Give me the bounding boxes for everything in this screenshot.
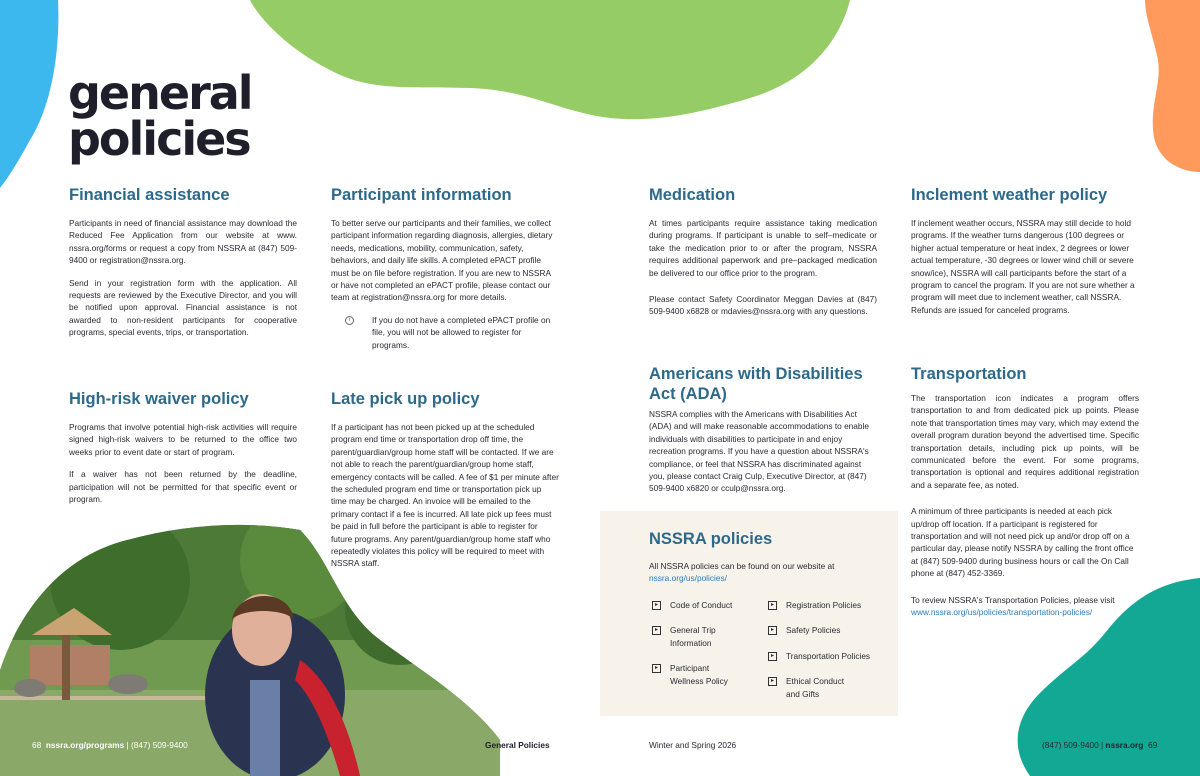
nssra-policies-link[interactable]: nssra.org/us/policies/ [649, 573, 727, 584]
arrow-box-icon: ▸ [768, 677, 777, 686]
high-risk-p2: If a waiver has not been returned by the deadline, participation will not be permitted for that specific event or program. [69, 469, 297, 505]
title-line-1: general [68, 66, 252, 120]
medication-p1: At times participants require assistance taking medication during programs. If participant is unable to self–medicate or take the medication prior to or after the program, NSSRA requires additional paperwork and pre–packaged medication be delivered to our office prior to the program. [649, 218, 877, 278]
transportation-policies-link[interactable]: www.nssra.org/us/policies/transportation-policies/ [911, 607, 1093, 618]
financial-assistance-p1: Participants in need of financial assistance may download the Reduced Fee Application from our website at www. nssra.org/forms or request a copy from NSSRA at (847) 509-9400 or registration@nssra.org. [69, 218, 297, 266]
footer-site-right[interactable]: nssra.org [1105, 740, 1144, 750]
medication-heading: Medication [649, 186, 736, 204]
policy-item[interactable] [652, 624, 752, 649]
page-number-right: 69 [1147, 740, 1158, 750]
policy-list-left [652, 599, 752, 700]
weather-heading: Inclement weather policy [911, 186, 1108, 204]
footer-right: (847) 509-9400 | nssra.org 69 [1042, 740, 1158, 750]
arrow-box-icon: ▸ [768, 652, 777, 661]
policy-item[interactable] [768, 624, 888, 636]
late-pickup-section [331, 389, 559, 580]
participant-info-heading: Participant information [331, 186, 512, 204]
high-risk-heading: High-risk waiver policy [69, 390, 249, 408]
footer-season-text: Winter and Spring 2026 [649, 740, 737, 750]
orange-blob [1145, 0, 1200, 175]
policy-item-label: Participant Wellness Policy [670, 663, 728, 686]
policy-item[interactable] [768, 599, 888, 611]
arrow-box-icon: ▸ [652, 601, 661, 610]
footer-phone-right: (847) 509-9400 [1042, 740, 1099, 750]
epact-note [345, 314, 559, 361]
page-number-left: 68 [32, 740, 42, 750]
footer-site-left[interactable]: nssra.org/programs [45, 740, 125, 750]
medication-p2: Please contact Safety Coordinator Meggan Davies at (847) 509-9400 x6828 or mdavies@nssra.org with any questions. [649, 294, 877, 317]
policy-item-label: Code of Conduct [670, 600, 733, 610]
policy-item-label: Ethical Conduct and Gifts [786, 676, 845, 699]
late-pickup-heading: Late pick up policy [331, 390, 480, 408]
weather-p1: If inclement weather occurs, NSSRA may still decide to hold programs. If the weather turns dangerous (100 degrees or higher actual temperature or heat index, 2 degrees or lower actual temperature, -30 degrees or lower wind chill or severe snow/ice), NSSRA will call participants before the start of a program to cancel the program. If you are not sure whether a program will meet due to inclement weather, call NSSRA. Refunds are issued for canceled programs. [911, 218, 1135, 315]
policy-item-label: General Trip Information [670, 625, 716, 648]
policy-item[interactable] [652, 662, 752, 687]
green-blob [250, 0, 850, 125]
footer-left: 68 nssra.org/programs | (847) 509-9400 [32, 740, 188, 750]
ada-heading: Americans with Disabilities Act (ADA) [649, 365, 863, 403]
nssra-policies-box [600, 511, 898, 716]
policy-item[interactable] [652, 599, 752, 611]
policy-list-right [768, 599, 888, 713]
footer-season [649, 740, 736, 750]
weather-section [911, 185, 1139, 326]
page-title [68, 66, 252, 166]
title-line-2: policies [68, 112, 250, 166]
nssra-policies-intro-text: All NSSRA policies can be found on our website at [649, 561, 835, 571]
footer-section-label [485, 740, 550, 750]
participant-info-section [331, 185, 559, 361]
high-risk-section [69, 389, 297, 515]
ada-section [649, 364, 877, 505]
info-icon: i [345, 316, 354, 325]
policy-item[interactable] [768, 650, 888, 662]
medication-section [649, 185, 877, 328]
policy-item-label: Safety Policies [786, 625, 841, 636]
financial-assistance-section [69, 185, 297, 349]
footer-phone-left: (847) 509-9400 [131, 740, 188, 750]
policy-item-label: Registration Policies [786, 600, 862, 610]
epact-note-text: If you do not have a completed ePACT profile on file, you will not be allowed to register for programs. [372, 314, 551, 350]
nssra-policies-heading: NSSRA policies [649, 530, 773, 548]
financial-assistance-heading: Financial assistance [69, 186, 230, 204]
participant-info-p1: To better serve our participants and their families, we collect participant information regarding diagnosis, allergies, dietary needs, medications, mobility, communication, safety, behaviors, and daily life skills. A completed ePACT profile must be on file before registration. If you are new to NSSRA or have not completed an ePACT profile, please contact our team at registration@nssra.org for more details. [331, 218, 553, 303]
arrow-box-icon: ▸ [652, 626, 661, 635]
high-risk-p1: Programs that involve potential high-risk activities will require signed high-risk waivers to be returned to the office two weeks prior to event date or start of program. [69, 422, 297, 457]
transportation-p3 [911, 594, 1139, 619]
blue-blob [0, 0, 60, 190]
policy-item-label: Transportation Policies [786, 650, 871, 661]
transportation-heading: Transportation [911, 365, 1027, 383]
arrow-box-icon: ▸ [768, 626, 777, 635]
nssra-policies-intro [649, 560, 879, 585]
transportation-p3-text: To review NSSRA's Transportation Policies, please visit [911, 594, 1115, 605]
late-pickup-p1: If a participant has not been picked up at the scheduled program end time or transportation drop off time, the parent/guardian/group home staff will be contacted. If we are not able to reach the parent/guardian/group home staff, emergency contacts will be called. A fee of $1 per minute after the scheduled program end time or transportation pick up time may be charged. An invoice will be emailed to the primary contact if a fee is incurred. All late pick up fees must be paid in full before the participant is able to register for future programs. Any parent/guardian/group home staff who repeatedly violates this policy will be required to meet with NSSRA staff. [331, 422, 559, 569]
financial-assistance-p2: Send in your registration form with the application. All requests are reviewed by the Executive Director, and you will be notified upon approval. Financial assistance is not awarded to non-resident participants for cooperative programs, special events, trips, or transportation. [69, 277, 297, 338]
arrow-box-icon: ▸ [652, 664, 661, 673]
transportation-p1: The transportation icon indicates a program offers transportation to and from dedicated pick up points. Please note that transportation times may vary, which may extend the overall program duration beyond the advertised time. Specific transportation details, including pick up points, will be communicated before the event. For some programs, transportation is optional and requires additional registration and a separate fee, as noted. [911, 393, 1139, 490]
footer-section: General Policies [485, 740, 550, 750]
policy-item[interactable] [768, 675, 888, 700]
arrow-box-icon: ▸ [768, 601, 777, 610]
transportation-p2: A minimum of three participants is needed at each pick up/drop off location. If a participant is registered for transportation and will not need pick up and/or drop off on a particular day, please notify NSSRA by calling the front office at (847) 509-9400 during business hours or call the On Call phone at (847) 452-3369. [911, 506, 1134, 579]
transportation-section [911, 364, 1139, 629]
ada-p1: NSSRA complies with the Americans with Disabilities Act (ADA) and will make reasonable accommodations to enable individuals with disabilities to participate in and enjoy recreation programs. If you have a question about NSSRA's compliance, or feel that NSSRA has discriminated against you, please contact Craig Culp, Executive Director, at (847) 509-9400 x6820 or cculp@nssra.org. [649, 409, 869, 494]
